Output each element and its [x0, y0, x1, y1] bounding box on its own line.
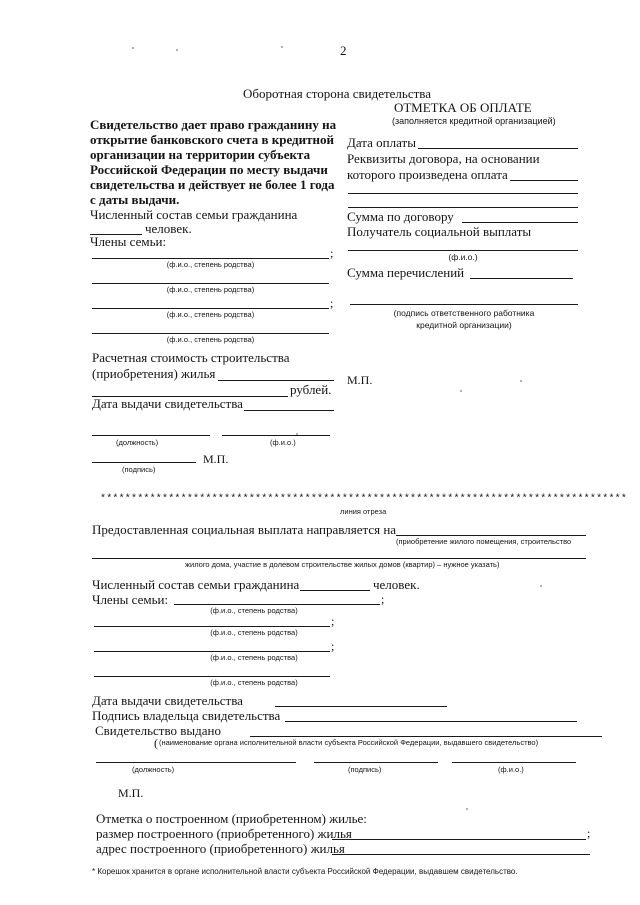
scan-speck	[540, 585, 542, 587]
stub-position-caption: (должность)	[132, 765, 175, 774]
contract-details-line-2: которого произведена оплата	[347, 167, 508, 182]
stub-family-size-label: Численный состав семьи гражданина	[92, 577, 300, 592]
stub-member-field-1[interactable]	[174, 604, 380, 605]
cost-field[interactable]	[218, 380, 334, 381]
cost-label-line-1: Расчетная стоимость строительства	[92, 350, 290, 365]
rights-text-line-5: свидетельства и действует не более 1 года	[90, 177, 335, 192]
issued-by-field[interactable]	[250, 736, 602, 737]
scan-speck	[176, 49, 178, 51]
sent-to-caption-2: жилого дома, участие в долевом строительстве жилых домов (квартир) – нужное указать)	[185, 560, 500, 569]
stub-position-field[interactable]	[96, 762, 296, 763]
transfer-sum-field[interactable]	[470, 278, 573, 279]
stub-member-field-2[interactable]	[94, 626, 330, 627]
issued-by-label: Свидетельство выдано	[95, 723, 221, 738]
stub-member-caption-3: (ф.и.о., степень родства)	[210, 653, 298, 662]
sent-to-caption-1: (приобретение жилого помещения, строительство	[396, 537, 572, 546]
scan-speck	[460, 390, 462, 392]
page-header-title: Оборотная сторона свидетельства	[243, 86, 432, 101]
member-caption-3: (ф.и.о., степень родства)	[166, 310, 255, 319]
page-number: 2	[340, 43, 347, 58]
housing-address-label: адрес построенного (приобретенного) жилья	[96, 841, 345, 856]
signature-caption: (подпись)	[122, 465, 156, 474]
payment-section-subtitle: (заполняется кредитной организацией)	[392, 116, 556, 126]
footnote: * Корешок хранится в органе исполнительной власти субъекта Российской Федерации, выдавшем свидетельство.	[92, 867, 518, 876]
stub-signature-field[interactable]	[314, 762, 438, 763]
cut-line-label: линия отреза	[340, 507, 387, 516]
member-field-4[interactable]	[92, 333, 329, 334]
stub-issue-date-field[interactable]	[275, 706, 447, 707]
members-label: Члены семьи:	[90, 234, 167, 249]
stub-issue-date-label: Дата выдачи свидетельства	[92, 693, 243, 708]
member-caption-2: (ф.и.о., степень родства)	[166, 285, 255, 294]
payment-date-label: Дата оплаты	[347, 135, 416, 150]
cut-line-stars: *************************************************************************************	[100, 494, 628, 505]
stub-member-caption-4: (ф.и.о., степень родства)	[210, 678, 298, 687]
sent-to-field-2[interactable]	[92, 558, 586, 559]
sent-to-label: Предоставленная социальная выплата направляется на	[92, 522, 397, 537]
stub-member-caption-1: (ф.и.о., степень родства)	[210, 606, 298, 615]
stub-family-size-field[interactable]	[300, 590, 370, 591]
stub-fio-field[interactable]	[452, 762, 576, 763]
left-stamp: М.П.	[203, 452, 229, 466]
recipient-label: Получатель социальной выплаты	[347, 224, 532, 239]
cost-label-line-2: (приобретения) жилья	[92, 366, 216, 381]
contract-details-field-3[interactable]	[348, 207, 578, 208]
rights-text-line-2: открытие банковского счета в кредитной	[90, 132, 334, 147]
persons-suffix: человек.	[145, 221, 192, 236]
recipient-fio-caption: (ф.и.о.)	[448, 252, 478, 262]
official-signature-caption-2: кредитной организации)	[416, 320, 512, 330]
housing-size-field[interactable]	[332, 839, 586, 840]
fio-caption: (ф.и.о.)	[270, 438, 296, 447]
payment-date-field[interactable]	[418, 148, 578, 149]
stub-fio-caption: (ф.и.о.)	[498, 765, 524, 774]
issue-date-field[interactable]	[244, 410, 334, 411]
member-field-1[interactable]	[92, 258, 329, 259]
official-signature-field[interactable]	[350, 304, 578, 305]
contract-sum-label: Сумма по договору	[347, 209, 454, 224]
signature-field[interactable]	[92, 462, 196, 463]
recipient-field[interactable]	[348, 250, 578, 251]
scan-speck	[281, 46, 283, 48]
contract-sum-field[interactable]	[462, 222, 578, 223]
payment-section-title: ОТМЕТКА ОБ ОПЛАТЕ	[394, 100, 532, 115]
stub-member-field-3[interactable]	[94, 651, 330, 652]
housing-address-field[interactable]	[332, 854, 590, 855]
stub-member-field-4[interactable]	[94, 676, 330, 677]
scan-speck	[296, 433, 298, 435]
member-caption-4: (ф.и.о., степень родства)	[166, 335, 255, 344]
rights-text-line-1: Свидетельство дает право гражданину на	[90, 117, 337, 132]
family-size-label: Численный состав семьи гражданина	[90, 207, 298, 222]
contract-details-field[interactable]	[510, 180, 578, 181]
member-field-3[interactable]	[92, 308, 329, 309]
owner-signature-field[interactable]	[285, 721, 577, 722]
right-stamp: М.П.	[347, 373, 373, 387]
housing-mark-label: Отметка о построенном (приобретенном) жилье:	[96, 811, 367, 826]
position-caption: (должность)	[116, 438, 159, 447]
stub-stamp: М.П.	[118, 786, 144, 800]
rubles-label: рублей.	[290, 382, 332, 397]
contract-details-field-2[interactable]	[348, 193, 578, 194]
stub-persons-suffix: человек.	[373, 577, 420, 592]
owner-signature-label: Подпись владельца свидетельства	[92, 708, 281, 723]
position-field[interactable]	[92, 435, 210, 436]
fio-field[interactable]	[222, 435, 330, 436]
stub-members-label: Члены семьи:	[92, 592, 169, 607]
member-field-2[interactable]	[92, 283, 329, 284]
scan-speck	[132, 47, 134, 49]
member-caption-1: (ф.и.о., степень родства)	[166, 260, 255, 269]
issue-date-label: Дата выдачи свидетельства	[92, 396, 243, 411]
issued-by-caption: (наименование органа исполнительной власти субъекта Российской Федерации, выдавшего свидетельство)	[159, 738, 539, 747]
housing-size-label: размер построенного (приобретенного) жилья	[96, 826, 352, 841]
stub-member-caption-2: (ф.и.о., степень родства)	[210, 628, 298, 637]
sent-to-field[interactable]	[396, 535, 586, 536]
scan-speck	[520, 380, 522, 382]
scan-speck	[466, 808, 468, 810]
rights-text-line-6: с даты выдачи.	[90, 192, 180, 207]
rights-text-line-3: организации на территории субъекта	[90, 147, 311, 162]
rights-text-line-4: Российской Федерации по месту выдачи	[90, 162, 328, 177]
contract-details-line-1: Реквизиты договора, на основании	[347, 151, 540, 166]
transfer-sum-label: Сумма перечислений	[347, 265, 465, 280]
stub-signature-caption: (подпись)	[348, 765, 382, 774]
official-signature-caption-1: (подпись ответственного работника	[393, 308, 535, 318]
